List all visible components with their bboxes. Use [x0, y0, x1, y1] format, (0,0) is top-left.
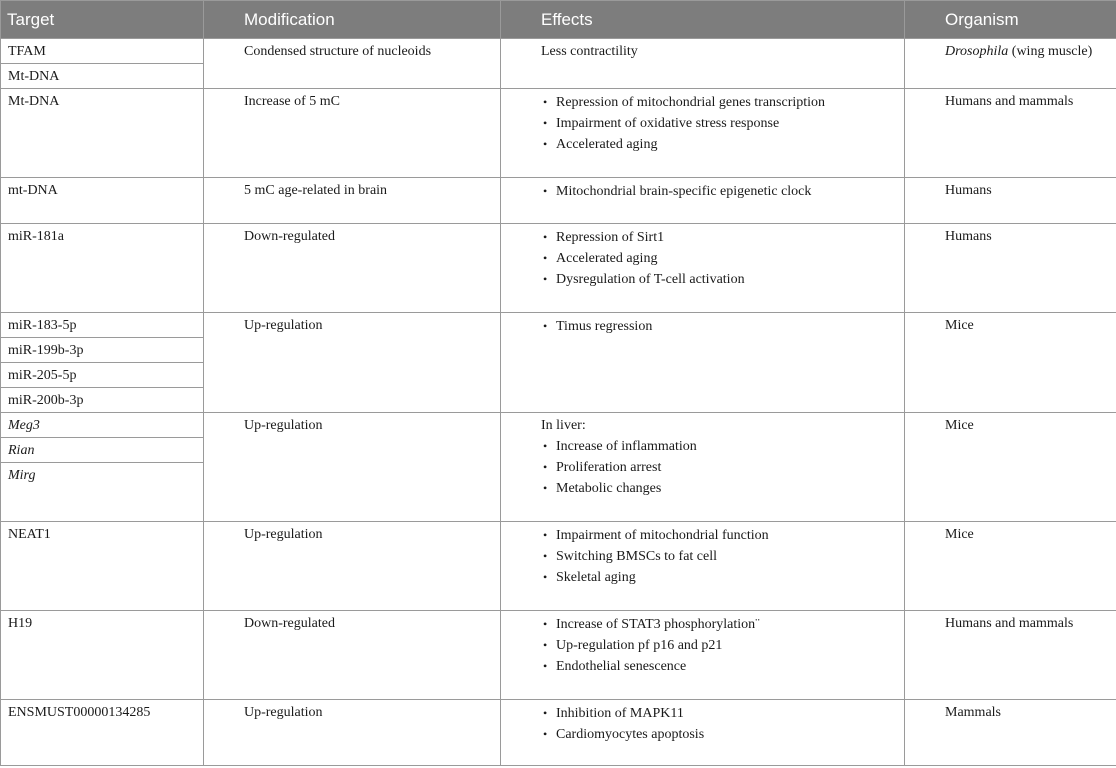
effect-item: • Cardiomyocytes apoptosis: [541, 724, 898, 745]
target-cell: miR-183-5p: [1, 313, 204, 338]
modification-cell: Down-regulated: [204, 611, 501, 700]
effect-item: • Inhibition of MAPK11: [541, 703, 898, 724]
table-row: [1, 89, 1116, 178]
effect-item: • Repression of mitochondrial genes transcription: [541, 92, 898, 113]
effect-item: • Endothelial senescence: [541, 656, 898, 677]
table-row: [1, 178, 1116, 224]
organism-cell: Humans and mammals: [905, 611, 1116, 700]
target-cell: TFAM: [1, 39, 204, 64]
effects-cell: [501, 313, 905, 413]
organism-cell: Humans: [905, 224, 1116, 313]
organism-cell: [905, 39, 1116, 89]
effects-cell: [501, 39, 905, 89]
effect-item: • Up-regulation pf p16 and p21: [541, 635, 898, 656]
effect-item: • Proliferation arrest: [541, 457, 898, 478]
table-row: [1, 313, 1116, 338]
effects-cell: [501, 522, 905, 611]
effect-item: • Timus regression: [541, 316, 898, 337]
effects-list: [541, 614, 898, 677]
header-row: [1, 1, 1116, 39]
table-row: [1, 522, 1116, 611]
effects-cell: [501, 178, 905, 224]
effects-list: [541, 316, 898, 337]
target-cell: miR-200b-3p: [1, 388, 204, 413]
effects-list: [541, 92, 898, 155]
target-cell: mt-DNA: [1, 178, 204, 224]
table-row: [1, 224, 1116, 313]
organism-cell: Humans and mammals: [905, 89, 1116, 178]
effects-list: [541, 181, 898, 202]
table-row: [1, 413, 1116, 438]
modification-cell: Up-regulation: [204, 313, 501, 413]
modification-cell: Increase of 5 mC: [204, 89, 501, 178]
effects-cell: [501, 700, 905, 766]
target-cell: Meg3: [1, 413, 204, 438]
effects-cell: [501, 611, 905, 700]
organism-cell: Mice: [905, 413, 1116, 522]
effects-list: [541, 227, 898, 290]
effect-item: • Accelerated aging: [541, 248, 898, 269]
effects-cell: [501, 224, 905, 313]
header-modification: Modification: [204, 1, 501, 39]
organism-italic: Drosophila: [945, 44, 1009, 59]
table-row: [1, 700, 1116, 766]
effects-list: [541, 703, 898, 745]
effect-item: • Switching BMSCs to fat cell: [541, 546, 898, 567]
organism-cell: Mice: [905, 313, 1116, 413]
header-effects: Effects: [501, 1, 905, 39]
modification-cell: Up-regulation: [204, 700, 501, 766]
effect-item: • Repression of Sirt1: [541, 227, 898, 248]
organism-text: (wing muscle): [1008, 44, 1093, 59]
effect-item: • Impairment of mitochondrial function: [541, 525, 898, 546]
effects-list: [541, 525, 898, 588]
target-cell: ENSMUST00000134285: [1, 700, 204, 766]
effect-item: • Increase of STAT3 phosphorylation¨: [541, 614, 898, 635]
effect-item: • Mitochondrial brain-specific epigenetic clock: [541, 181, 898, 202]
target-cell: Rian: [1, 438, 204, 463]
effects-cell: [501, 89, 905, 178]
header-organism: Organism: [905, 1, 1116, 39]
effect-item: • Dysregulation of T-cell activation: [541, 269, 898, 290]
target-cell: Mt-DNA: [1, 64, 204, 89]
effect-item: • Metabolic changes: [541, 478, 898, 499]
organism-cell: Mice: [905, 522, 1116, 611]
effect-item: • Accelerated aging: [541, 134, 898, 155]
effect-item: • Skeletal aging: [541, 567, 898, 588]
modification-cell: Up-regulation: [204, 413, 501, 522]
target-cell: miR-205-5p: [1, 363, 204, 388]
target-cell: Mt-DNA: [1, 89, 204, 178]
modification-cell: Up-regulation: [204, 522, 501, 611]
header-target: Target: [1, 1, 204, 39]
effect-item: • Increase of inflammation: [541, 436, 898, 457]
table-row: [1, 611, 1116, 700]
effects-cell: [501, 413, 905, 522]
organism-cell: Humans: [905, 178, 1116, 224]
target-cell: NEAT1: [1, 522, 204, 611]
target-cell: miR-181a: [1, 224, 204, 313]
target-cell: miR-199b-3p: [1, 338, 204, 363]
table-row: [1, 39, 1116, 64]
effects-list: [541, 436, 898, 499]
target-cell: Mirg: [1, 463, 204, 522]
organism-cell: Mammals: [905, 700, 1116, 766]
effects-intro: In liver:: [541, 418, 586, 433]
modification-cell: Down-regulated: [204, 224, 501, 313]
target-cell: H19: [1, 611, 204, 700]
modification-cell: 5 mC age-related in brain: [204, 178, 501, 224]
effects-text: Less contractility: [541, 44, 638, 59]
modification-cell: Condensed structure of nucleoids: [204, 39, 501, 89]
effect-item: • Impairment of oxidative stress response: [541, 113, 898, 134]
